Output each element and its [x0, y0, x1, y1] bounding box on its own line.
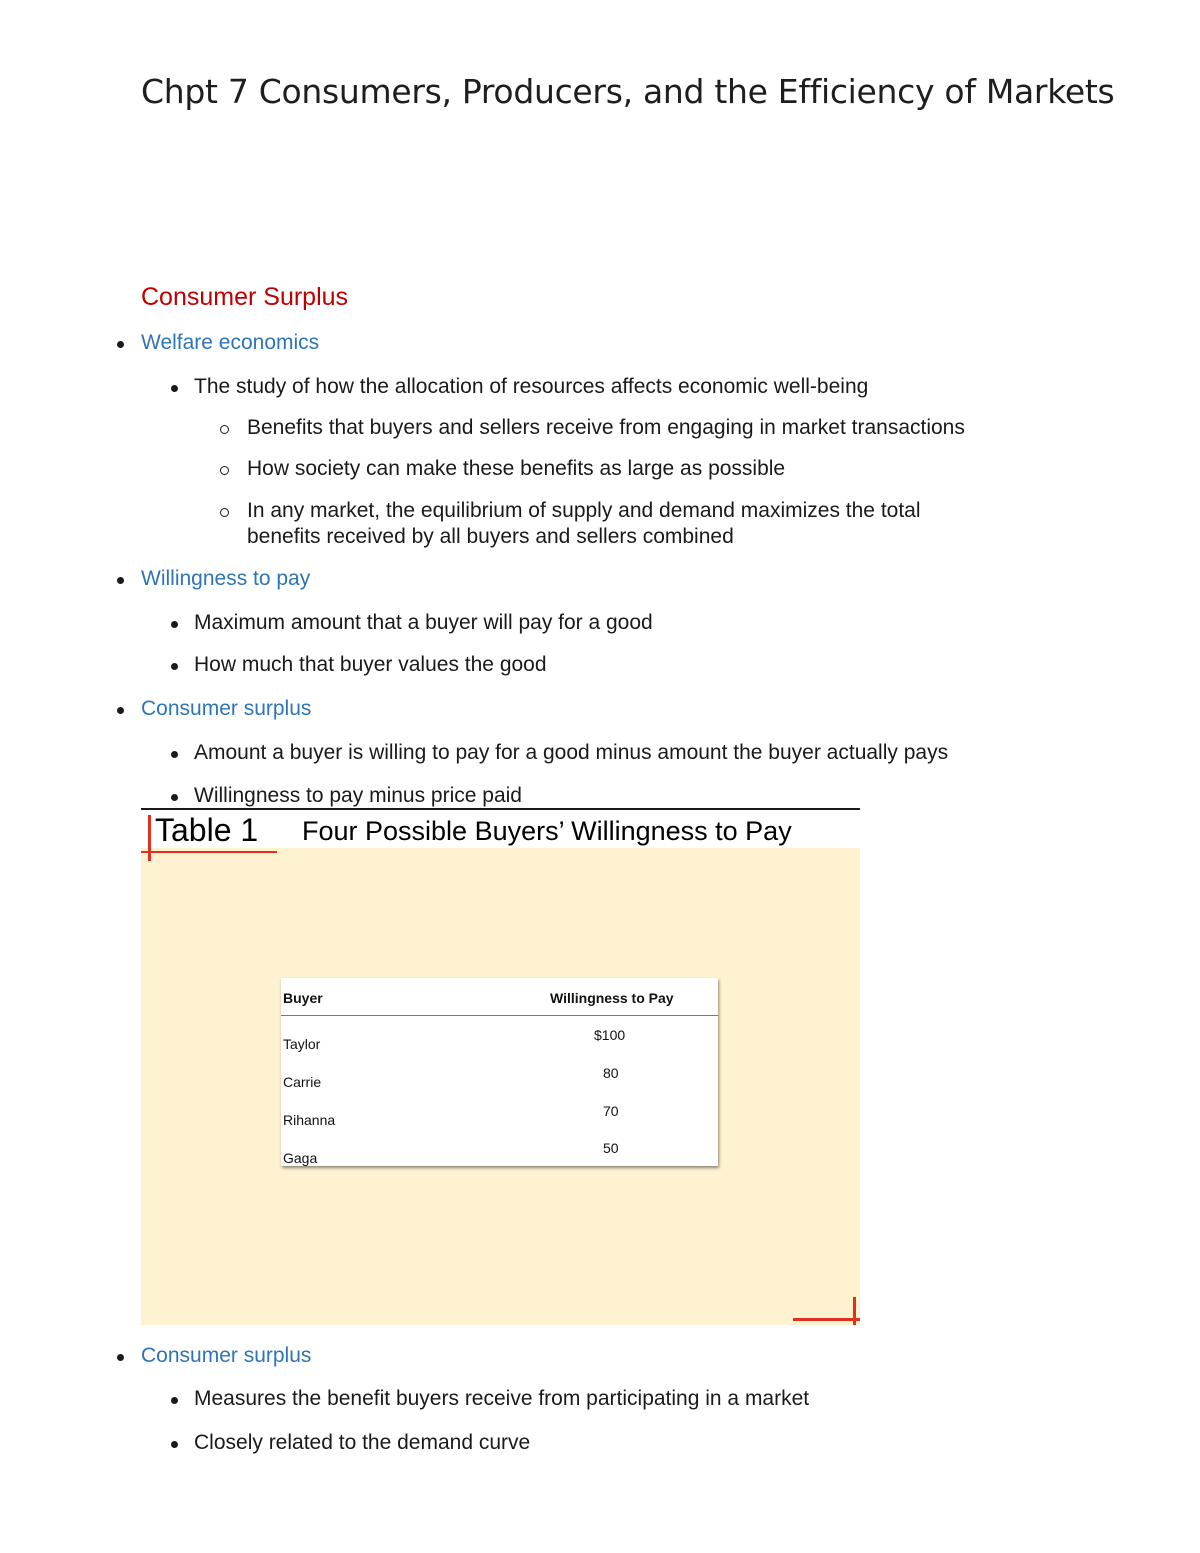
bullet-dot-icon: [117, 577, 124, 584]
cell-wtp: 70: [603, 1103, 619, 1119]
bullet-dot-icon: [117, 341, 124, 348]
column-header-buyer: Buyer: [283, 990, 323, 1006]
list-item: [194, 784, 522, 808]
figure-number: Table 1: [155, 812, 259, 848]
list-item-text: Benefits that buyers and sellers receive from engaging in market transactions: [247, 416, 965, 439]
corner-mark-top-left-vertical: [148, 815, 151, 861]
list-item: [194, 611, 653, 635]
bullet-label: Willingness to pay: [141, 567, 311, 590]
list-item: [247, 416, 965, 440]
corner-mark-top-left-horizontal: [141, 851, 277, 853]
bullet-label: Consumer surplus: [141, 697, 312, 720]
list-item-continuation: benefits received by all buyers and sellers combined: [247, 525, 734, 548]
cell-wtp: 80: [603, 1065, 619, 1081]
bullet-ring-icon: [220, 508, 229, 517]
bullet-dot-icon: [171, 385, 178, 392]
column-header-willingness: Willingness to Pay: [550, 990, 674, 1006]
list-item-text: In any market, the equilibrium of supply and demand maximizes the total: [247, 499, 921, 522]
cell-wtp: 50: [603, 1140, 619, 1156]
list-item: [194, 1387, 809, 1411]
bullet-dot-icon: [171, 621, 178, 628]
cell-buyer: Taylor: [283, 1036, 321, 1052]
list-item-text: Amount a buyer is willing to pay for a good minus amount the buyer actually pays: [194, 741, 949, 764]
list-item-text: How much that buyer values the good: [194, 653, 547, 676]
list-item: [194, 653, 547, 677]
bullet-dot-icon: [171, 663, 178, 670]
bullet-ring-icon: [220, 425, 229, 434]
bullet-dot-icon: [171, 751, 178, 758]
corner-mark-bottom-right-horizontal: [793, 1318, 860, 1321]
bullet-consumer-surplus: [141, 697, 311, 721]
list-item-text: Maximum amount that a buyer will pay for a good: [194, 611, 653, 634]
list-item: [194, 741, 948, 765]
header-divider: [281, 1015, 718, 1016]
bullet-dot-icon: [171, 794, 178, 801]
bullet-label: Welfare economics: [141, 331, 320, 354]
cell-buyer: Rihanna: [283, 1112, 336, 1128]
willingness-to-pay-table: [281, 978, 718, 1166]
cell-wtp: $100: [594, 1027, 626, 1043]
figure-caption: Four Possible Buyers’ Willingness to Pay: [302, 816, 792, 846]
list-item-text: Measures the benefit buyers receive from participating in a market: [194, 1387, 810, 1410]
list-item-text: The study of how the allocation of resources affects economic well-being: [194, 375, 869, 398]
bullet-consumer-surplus-2: [141, 1344, 311, 1368]
bullet-ring-icon: [220, 466, 229, 475]
bullet-label: Consumer surplus: [141, 1344, 312, 1367]
list-item-text: Willingness to pay minus price paid: [194, 784, 522, 807]
bullet-willingness-to-pay: [141, 567, 310, 591]
list-item: [194, 1431, 530, 1455]
list-item: [247, 499, 921, 523]
figure-top-rule: [141, 808, 860, 810]
list-item-text: How society can make these benefits as large as possible: [247, 457, 786, 480]
page-title: Chpt 7 Consumers, Producers, and the Efficiency of Markets: [141, 72, 1115, 111]
bullet-dot-icon: [117, 707, 124, 714]
list-item-text: Closely related to the demand curve: [194, 1431, 531, 1454]
list-item: [194, 375, 868, 399]
bullet-dot-icon: [171, 1397, 178, 1404]
section-heading: Consumer Surplus: [141, 283, 349, 311]
list-item: [247, 457, 785, 481]
bullet-dot-icon: [171, 1441, 178, 1448]
corner-mark-bottom-right-vertical: [853, 1297, 856, 1325]
bullet-dot-icon: [117, 1354, 124, 1361]
bullet-welfare-economics: [141, 331, 319, 355]
cell-buyer: Gaga: [283, 1150, 318, 1166]
cell-buyer: Carrie: [283, 1074, 322, 1090]
